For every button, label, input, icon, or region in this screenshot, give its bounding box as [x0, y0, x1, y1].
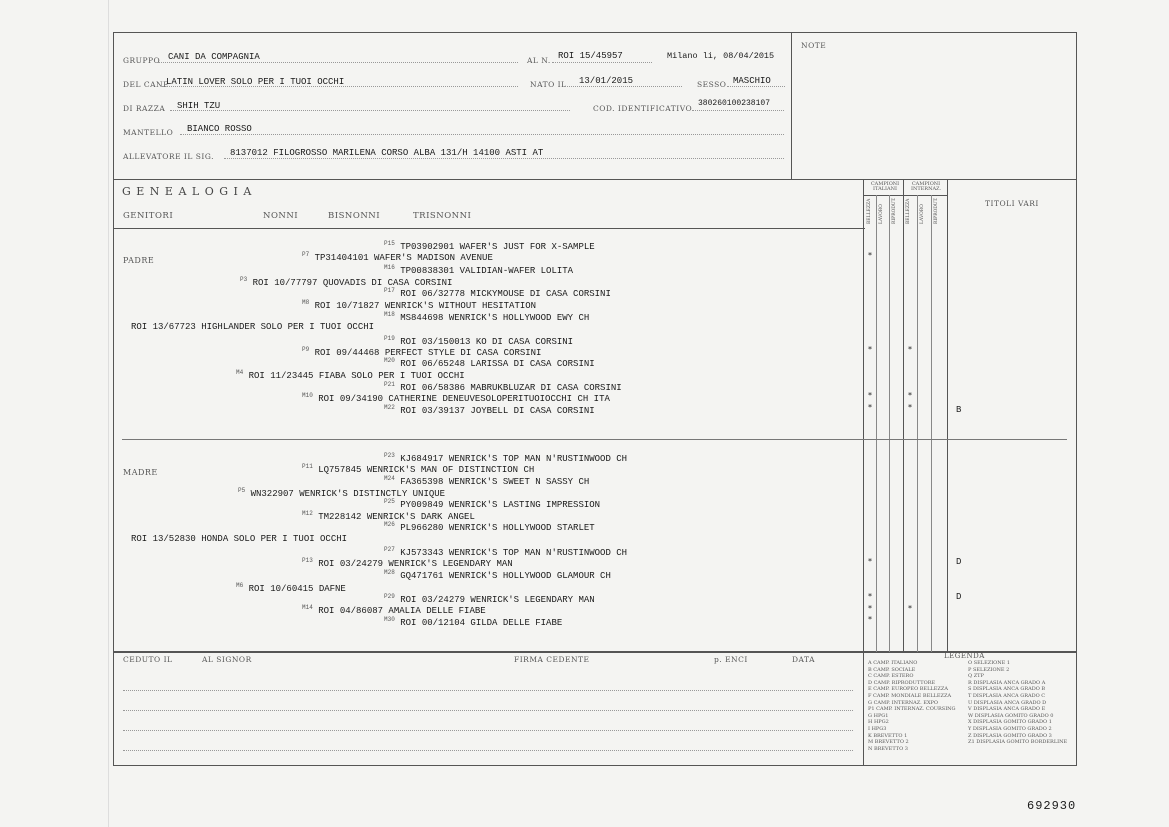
mark-star: * [908, 403, 912, 412]
legend-entry: Z1 DISPLASIA GOMITO BORDERLINE [968, 739, 1068, 746]
legend-entry: C CAMP. ESTERO [868, 673, 914, 680]
mark-letter-d: D [956, 557, 962, 567]
allevatore-label: ALLEVATORE IL SIG. [123, 152, 214, 161]
cod-line [692, 110, 784, 111]
campioni-internaz-header: CAMPIONI INTERNAZ. [910, 181, 942, 192]
mark-letter-d: D [956, 592, 962, 602]
mark-star: * [868, 604, 872, 613]
cane-line [162, 86, 518, 87]
enci-label: p. ENCI [714, 655, 748, 664]
madre-t1: $^{P23}$ KJ684917 WENRICK'S TOP MAN N'RUSTINWOOD CH [384, 452, 628, 464]
mark-star: * [908, 391, 912, 400]
camp-col-line [863, 180, 864, 652]
padre-b2: $^{M8}$ ROI 10/71827 WENRICK'S WITHOUT HESITATION [302, 299, 537, 311]
legend-entry: T DISPLASIA ANCA GRADO C [968, 692, 1046, 699]
legend-entry: F CAMP. MONDIALE BELLEZZA [868, 692, 952, 699]
footer-top-line [113, 652, 1077, 653]
legend-entry: U DISPLASIA ANCA GRADO D [968, 699, 1047, 706]
mark-star: * [908, 604, 912, 613]
sesso-line [727, 86, 785, 87]
mark-letter-b: B [956, 405, 962, 415]
madre-label: MADRE [123, 468, 158, 477]
mark-star: * [868, 557, 872, 566]
legend-entry: O SELEZIONE 1 [968, 660, 1011, 666]
legend-entry: R DISPLASIA ANCA GRADO A [968, 679, 1046, 686]
legend-entry: H HPG2 [868, 719, 889, 726]
mark-star: * [868, 345, 872, 354]
legend-entry: Q ZTP [968, 673, 984, 680]
legend-entry: G HPG1 [868, 712, 889, 719]
padre-n1: $^{P3}$ ROI 10/77797 QUOVADIS DI CASA CORSINI [240, 276, 453, 288]
sesso-label: SESSO [697, 80, 727, 89]
legend-entry: Y DISPLASIA GOMITO GRADO 2 [968, 725, 1052, 732]
sub-col-2: LAVORO [879, 204, 884, 224]
sub-col-6: RIPRODUT. [934, 197, 939, 224]
legend-entry: V DISPLASIA ANCA GRADO E [968, 706, 1046, 713]
legend-entry: N BREVETTO 3 [868, 745, 908, 752]
allevatore-line [224, 158, 784, 159]
mark-star: * [868, 403, 872, 412]
padre-label: PADRE [123, 256, 155, 265]
padre-t1: $^{P15}$ TP03902901 WAFER'S JUST FOR X-SAMPLE [384, 240, 595, 252]
legend-entry: D CAMP. RIPRODUTTORE [868, 679, 936, 686]
madre-t2: $^{M24}$ FA365398 WENRICK'S SWEET N SASSY CH [384, 475, 590, 487]
mark-star: * [908, 345, 912, 354]
legend-entry: Z DISPLASIA GOMITO GRADO 3 [968, 732, 1052, 739]
madre-t6: $^{M28}$ GQ471761 WENRICK'S HOLLYWOOD GLAMOUR CH [384, 569, 611, 581]
legend-left-list [868, 660, 956, 752]
note-divider [791, 32, 792, 180]
aln-value: ROI 15/45957 [558, 51, 623, 61]
madre-name: ROI 13/52830 HONDA SOLO PER I TUOI OCCHI [131, 534, 348, 544]
legenda-title: LEGENDA [944, 652, 985, 660]
madre-t8: $^{M30}$ ROI 00/12104 GILDA DELLE FIABE [384, 616, 563, 628]
madre-b3: $^{P13}$ ROI 03/24279 WENRICK'S LEGENDARY MAN [302, 557, 513, 569]
madre-n2: $^{M6}$ ROI 10/60415 DAFNE [236, 582, 346, 594]
madre-b1: $^{P11}$ LQ757845 WENRICK'S MAN OF DISTINCTION CH [302, 463, 535, 475]
camp-col-line [947, 180, 948, 652]
camp-col-line [903, 180, 904, 652]
padre-t8: $^{M22}$ ROI 03/39137 JOYBELL DI CASA CORSINI [384, 404, 595, 416]
mark-star: * [868, 615, 872, 624]
mantello-label: MANTELLO [123, 128, 174, 137]
sub-col-1: BELLEZZA [867, 198, 872, 224]
padre-t6: $^{M20}$ ROI 06/65248 LARISSA DI CASA CORSINI [384, 357, 595, 369]
madre-t4: $^{M26}$ PL966280 WENRICK'S HOLLYWOOD STARLET [384, 521, 595, 533]
firma-label: FIRMA CEDENTE [514, 655, 590, 664]
legend-entry: W DISPLASIA GOMITO GRADO 0 [968, 712, 1054, 719]
camp-col-line [889, 195, 890, 652]
signor-label: AL SIGNOR [202, 655, 252, 664]
sub-col-4: BELLEZZA [906, 198, 911, 224]
gruppo-label: GRUPPO [123, 56, 161, 65]
mark-star: * [868, 592, 872, 601]
madre-t5: $^{P27}$ KJ573343 WENRICK'S TOP MAN N'RUSTINWOOD CH [384, 546, 628, 558]
legend-entry: S DISPLASIA ANCA GRADO B [968, 686, 1046, 693]
padre-t7: $^{P21}$ ROI 06/58386 MABRUKBLUZAR DI CASA CORSINI [384, 381, 622, 393]
padre-t2: $^{M16}$ TP00838301 VALIDIAN-WAFER LOLITA [384, 264, 574, 276]
madre-b2: $^{M12}$ TM228142 WENRICK'S DARK ANGEL [302, 510, 475, 522]
serial-number: 692930 [1027, 799, 1077, 813]
padre-madre-divider [122, 439, 1067, 440]
padre-t3: $^{P17}$ ROI 06/32778 MICKYMOUSE DI CASA CORSINI [384, 287, 611, 299]
mark-star: * [868, 391, 872, 400]
cod-value: 380260100238107 [698, 99, 771, 108]
aln-label: AL N. [527, 56, 551, 65]
legend-entry: M BREVETTO 2 [868, 739, 909, 746]
footer-line [123, 690, 853, 691]
footer-line [123, 750, 853, 751]
legend-entry: X DISPLASIA GOMITO GRADO 1 [968, 719, 1052, 726]
aln-line [552, 62, 652, 63]
mantello-line [180, 134, 784, 135]
gruppo-value: CANI DA COMPAGNIA [168, 52, 260, 62]
legend-right-list [968, 660, 1067, 746]
legend-entry: G CAMP. INTERNAZ. EXPO [868, 699, 938, 706]
legend-entry: A CAMP. ITALIANO [868, 660, 918, 666]
footer-line [123, 710, 853, 711]
padre-b3: $^{P9}$ ROI 09/44468 PERFECT STYLE DI CASA CORSINI [302, 346, 542, 358]
col-genitori: GENITORI [123, 211, 174, 221]
legend-entry: E CAMP. EUROPEO BELLEZZA [868, 686, 948, 693]
col-nonni: NONNI [263, 211, 299, 221]
razza-line [170, 110, 570, 111]
sesso-value: MASCHIO [733, 76, 771, 86]
padre-b4: $^{M10}$ ROI 09/34190 CATHERINE DENEUVESOLOPERITUOIOCCHI CH ITA [302, 392, 610, 404]
padre-name: ROI 13/67723 HIGHLANDER SOLO PER I TUOI OCCHI [131, 322, 375, 332]
padre-n2: $^{M4}$ ROI 11/23445 FIABA SOLO PER I TUOI OCCHI [236, 369, 465, 381]
camp-col-line [917, 195, 918, 652]
scan-margin-line [108, 0, 109, 827]
allevatore-value: 8137012 FILOGROSSO MARILENA CORSO ALBA 131/H 14100 ASTI AT [230, 148, 544, 158]
sub-col-3: RIPRODUT. [892, 197, 897, 224]
note-label: NOTE [801, 41, 827, 50]
legend-entry: I HPG3 [868, 725, 887, 732]
padre-b1: $^{P7}$ TP31404101 WAFER'S MADISON AVENUE [302, 251, 493, 263]
madre-b4: $^{M14}$ ROI 04/86087 AMALIA DELLE FIABE [302, 604, 486, 616]
camp-col-line [931, 195, 932, 652]
nato-line [564, 86, 682, 87]
cane-label: DEL CANE [123, 80, 170, 89]
legend-entry: B CAMP. SOCIALE [868, 666, 916, 673]
header-underline [113, 228, 865, 229]
campioni-italiani-header: CAMPIONI ITALIANI [870, 181, 900, 192]
mark-star: * [868, 251, 872, 260]
legend-divider [863, 652, 864, 766]
cod-label: COD. IDENTIFICATIVO [593, 104, 693, 113]
data-label: DATA [792, 655, 816, 664]
nato-label: NATO IL [530, 80, 567, 89]
sub-col-5: LAVORO [920, 204, 925, 224]
razza-label: DI RAZZA [123, 104, 166, 113]
col-bisnonni: BISNONNI [328, 211, 381, 221]
camp-col-line [876, 195, 877, 652]
razza-value: SHIH TZU [177, 101, 221, 111]
legend-entry: P1 CAMP. INTERNAZ. COURSING [868, 706, 956, 713]
nato-value: 13/01/2015 [579, 76, 634, 86]
madre-n1: $^{P5}$ WN322907 WENRICK'S DISTINCTLY UNIQUE [238, 487, 446, 499]
legend-entry: P SELEZIONE 2 [968, 666, 1010, 673]
footer-line [123, 730, 853, 731]
titoli-vari-header: TITOLI VARI [985, 199, 1039, 208]
legend-entry: K BREVETTO 1 [868, 732, 908, 739]
padre-t4: $^{M18}$ MS844698 WENRICK'S HOLLYWOOD EWY CH [384, 311, 590, 323]
place-date: Milano li, 08/04/2015 [667, 51, 775, 61]
madre-t3: $^{P25}$ PY009849 WENRICK'S LASTING IMPRESSION [384, 498, 601, 510]
madre-t7: $^{P29}$ ROI 03/24279 WENRICK'S LEGENDARY MAN [384, 593, 595, 605]
genealogia-title: G E N E A L O G I A [122, 185, 253, 198]
mantello-value: BIANCO ROSSO [187, 124, 252, 134]
ceduto-label: CEDUTO IL [123, 655, 173, 664]
gruppo-line [158, 62, 518, 63]
cane-value: LATIN LOVER SOLO PER I TUOI OCCHI [166, 77, 345, 87]
col-trisnonni: TRISNONNI [413, 211, 472, 221]
padre-t5: $^{P19}$ ROI 03/150013 KO DI CASA CORSINI [384, 335, 574, 347]
